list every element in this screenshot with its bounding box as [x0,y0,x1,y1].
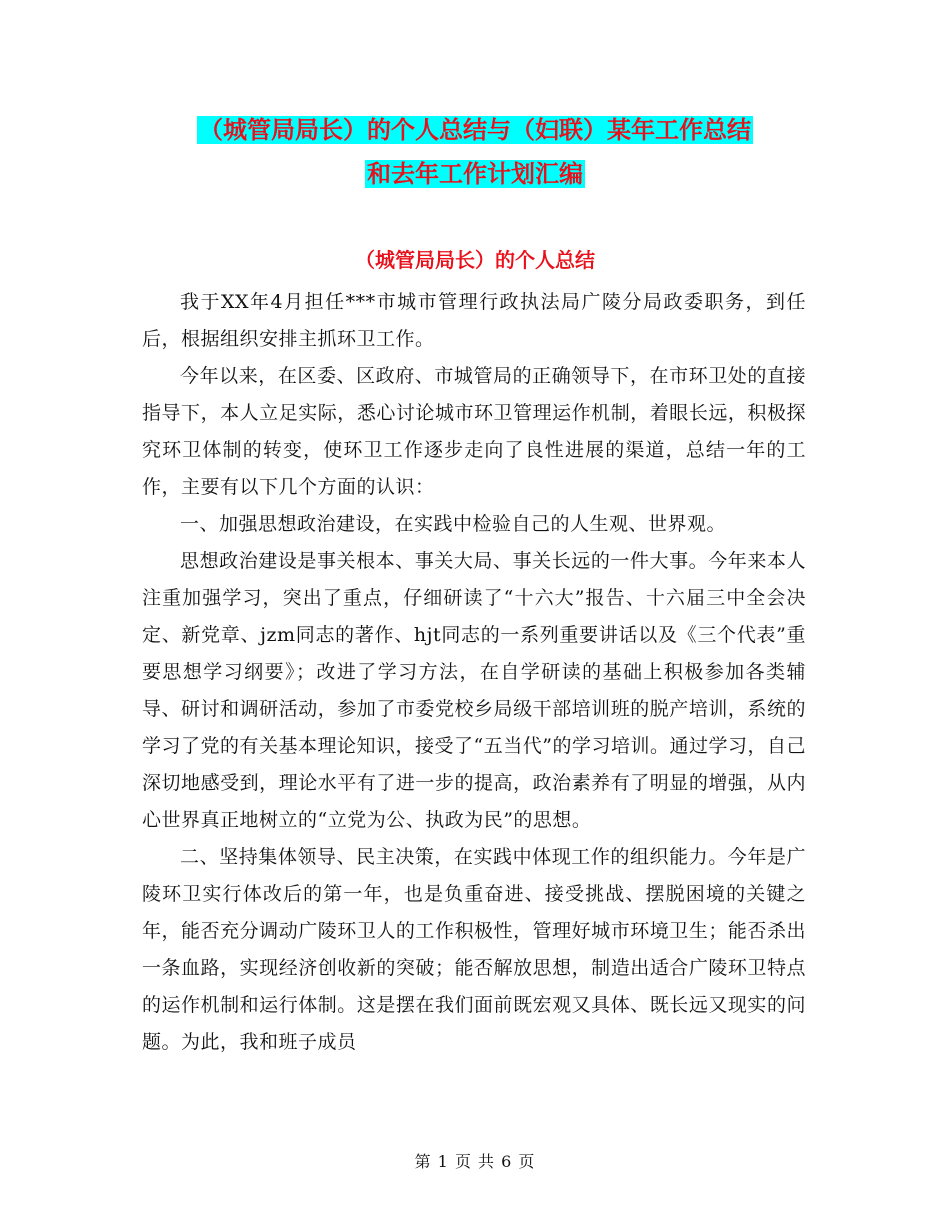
title-text-1: （城管局局长）的个人总结与（妇联）某年工作总结 [199,116,751,144]
page-number-footer: 第 1 页 共 6 页 [414,1152,536,1171]
document-body [142,284,806,1061]
paragraph: 思想政治建设是事关根本、事关大局、事关长远的一件大事。今年来本人注重加强学习，突出了重点，仔细研读了“十六大”报告、十六届三中全会决定、新党章、jzm同志的著作、hjt同志的一系列重要讲话以及《三个代表”重要思想学习纲要》；改进了学习方法，在自学研读的基础上积极参加各类辅导、研讨和调研活动，参加了市委党校乡局级干部培训班的脱产培训，系统的学习了党的有关基本理论知识，接受了“五当代”的学习培训。通过学习，自己深切地感受到，理论水平有了进一步的提高，政治素养有了明显的增强，从内心世界真正地树立的“立党为公、执政为民”的思想。 [142,550,806,831]
paragraph: 今年以来，在区委、区政府、市城管局的正确领导下，在市环卫处的直接指导下，本人立足实际，悉心讨论城市环卫管理运作机制，着眼长远，积极探究环卫体制的转变，使环卫工作逐步走向了良性进展的渠道，总结一年的工作，主要有以下几个方面的认识： [142,365,806,498]
document-title-line-2 [0,156,950,192]
section-title: （城管局局长）的个人总结 [355,248,595,272]
paragraph: 二、坚持集体领导、民主决策，在实践中体现工作的组织能力。今年是广陵环卫实行体改后的第一年，也是负重奋进、接受挑战、摆脱困境的关键之年，能否充分调动广陵环卫人的工作积极性，管理好城市环境卫生；能否杀出一条血路，实现经济创收新的突破；能否解放思想，制造出适合广陵环卫特点的运作机制和运行体制。这是摆在我们面前既宏观又具体、既长远又现实的问题。为此，我和班子成员 [142,846,806,1053]
paragraph: 一、加强思想政治建设，在实践中检验自己的人生观、世界观。 [180,513,727,535]
title-text-2: 和去年工作计划汇编 [367,160,583,188]
paragraph: 我于XX年4月担任***市城市管理行政执法局广陵分局政委职务，到任后，根据组织安排主抓环卫工作。 [142,291,806,350]
document-title-line-1 [0,112,950,148]
